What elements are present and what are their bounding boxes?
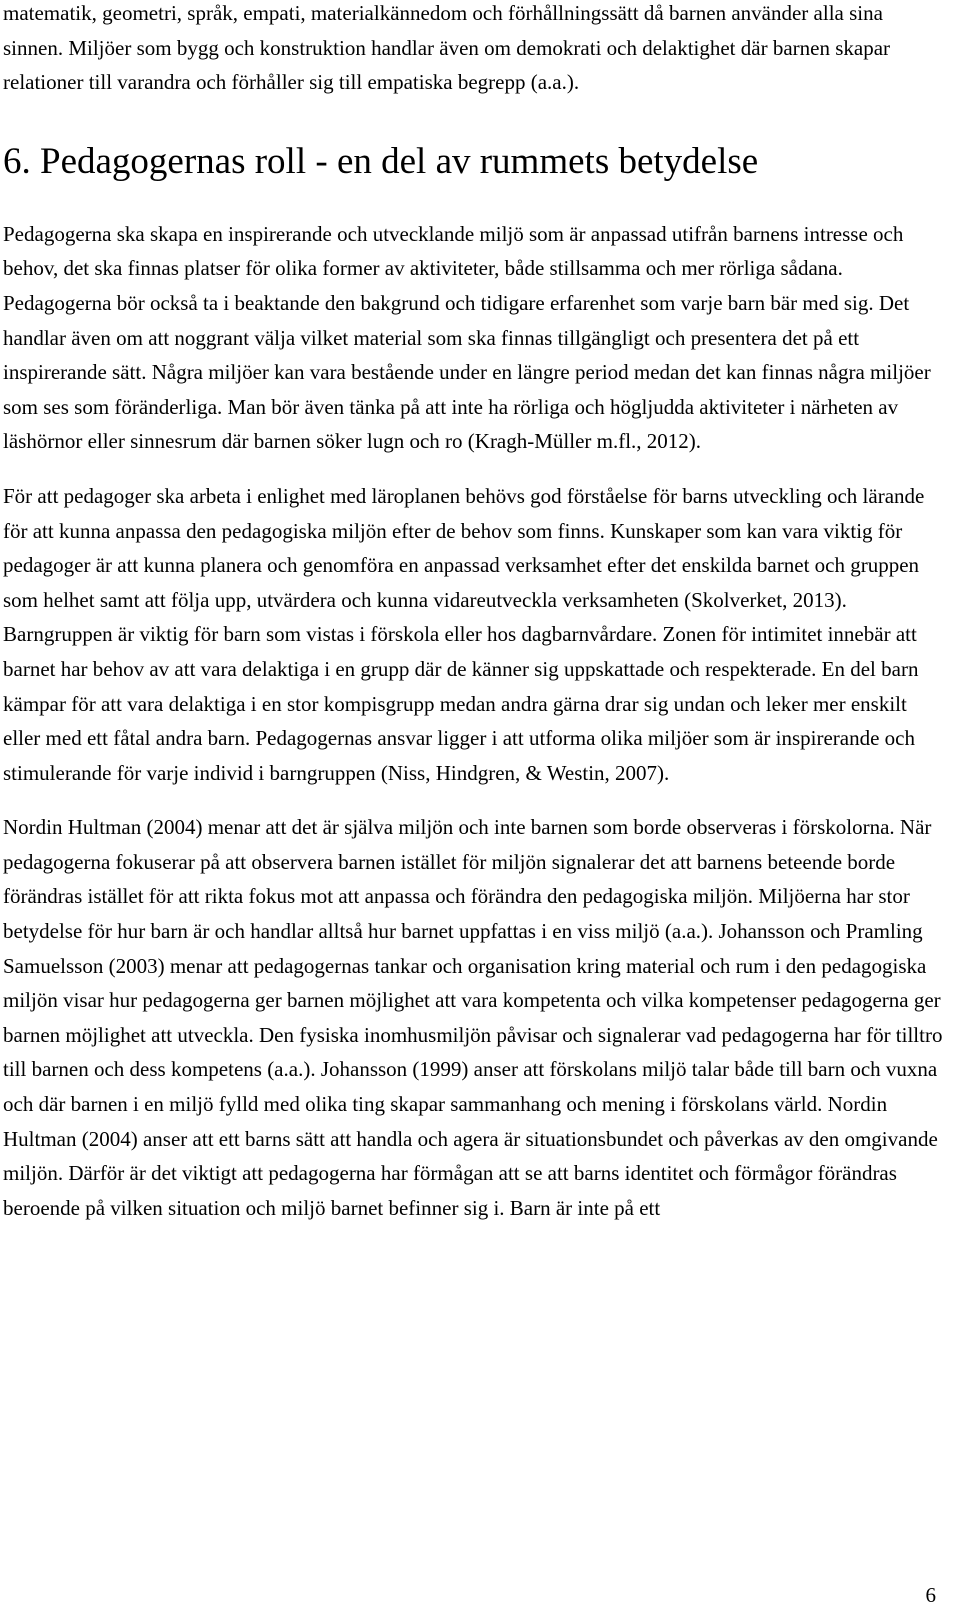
document-page [3, 0, 943, 1225]
body-paragraph-1: Pedagogerna ska skapa en inspirerande och utvecklande miljö som är anpassad utifrån barnens intresse och behov, det ska finnas platser för olika former av aktiviteter, både stillsamma och mer rörliga sådana. Pedagogerna bör också ta i beaktande den bakgrund och tidigare erfarenhet som varje barn bär med sig. Det handlar även om att noggrant välja vilket material som ska finnas tillgängligt och presentera det på ett inspirerande sätt. Några miljöer kan vara bestående under en längre period medan det kan finnas några miljöer som ses som föränderliga. Man bör även tänka på att inte ha rörliga och högljudda aktiviteter i närheten av läshörnor eller sinnesrum där barnen söker lugn och ro (Kragh-Müller m.fl., 2012). [3, 221, 931, 454]
page-number: 6 [925, 1583, 936, 1607]
section-heading: 6. Pedagogernas roll - en del av rummets betydelse [3, 140, 759, 182]
body-paragraph-3: Nordin Hultman (2004) menar att det är själva miljön och inte barnen som borde observeras i förskolorna. När pedagogerna fokuserar på att observera barnen istället för miljön signalerar det att barnens beteende borde förändras istället för att rikta fokus mot att anpassa och förändra den pedagogiska miljön. Miljöerna har stor betydelse för hur barn är och handlar alltså hur barnet uppfattas i en viss miljö (a.a.). Johansson och Pramling Samuelsson (2003) menar att pedagogernas tankar och organisation kring material och rum i den pedagogiska miljön visar hur pedagogerna ger barnen möjlighet att vara kompetenta och vilka kompetenser pedagogerna ger barnen möjlighet att utveckla. Den fysiska inomhusmiljön påvisar och signalerar vad pedagogerna har för tilltro till barnen och dess kompetens (a.a.). Johansson (1999) anser att förskolans miljö talar både till barn och vuxna och där barnen i en miljö fylld med olika ting skapar sammanhang och mening i förskolans värld. Nordin Hultman (2004) anser att ett barns sätt att handla och agera är situationsbundet och påverkas av den omgivande miljön. Därför är det viktigt att pedagogerna har förmågan att se att barns identitet och förmågor förändras beroende på vilken situation och miljö barnet befinner sig i. Barn är inte på ett [3, 815, 943, 1220]
intro-paragraph: matematik, geometri, språk, empati, materialkännedom och förhållningssätt då barnen använder alla sina sinnen. Miljöer som bygg och konstruktion handlar även om demokrati och delaktighet där barnen skapar relationer till varandra och förhåller sig till empatiska begrepp (a.a.). [3, 1, 891, 95]
body-paragraph-2: För att pedagoger ska arbeta i enlighet med läroplanen behövs god förståelse för barns utveckling och lärande för att kunna anpassa den pedagogiska miljön efter de behov som finns. Kunskaper som kan vara viktig för pedagoger är att kunna planera och genomföra en anpassad verksamhet efter det enskilda barnet och gruppen som helhet samt att följa upp, utvärdera och kunna vidareutveckla verksamheten (Skolverket, 2013). Barngruppen är viktig för barn som vistas i förskola eller hos dagbarnvårdare. Zonen för intimitet innebär att barnet har behov av att vara delaktiga i en grupp där de känner sig uppskattade och respekterade. En del barn kämpar för att vara delaktiga i en stor kompisgrupp medan andra gärna drar sig undan och leker mer enskilt eller med ett fåtal andra barn. Pedagogernas ansvar ligger i att utforma olika miljöer som är inspirerande och stimulerande för varje individ i barngruppen (Niss, Hindgren, & Westin, 2007). [3, 483, 925, 785]
